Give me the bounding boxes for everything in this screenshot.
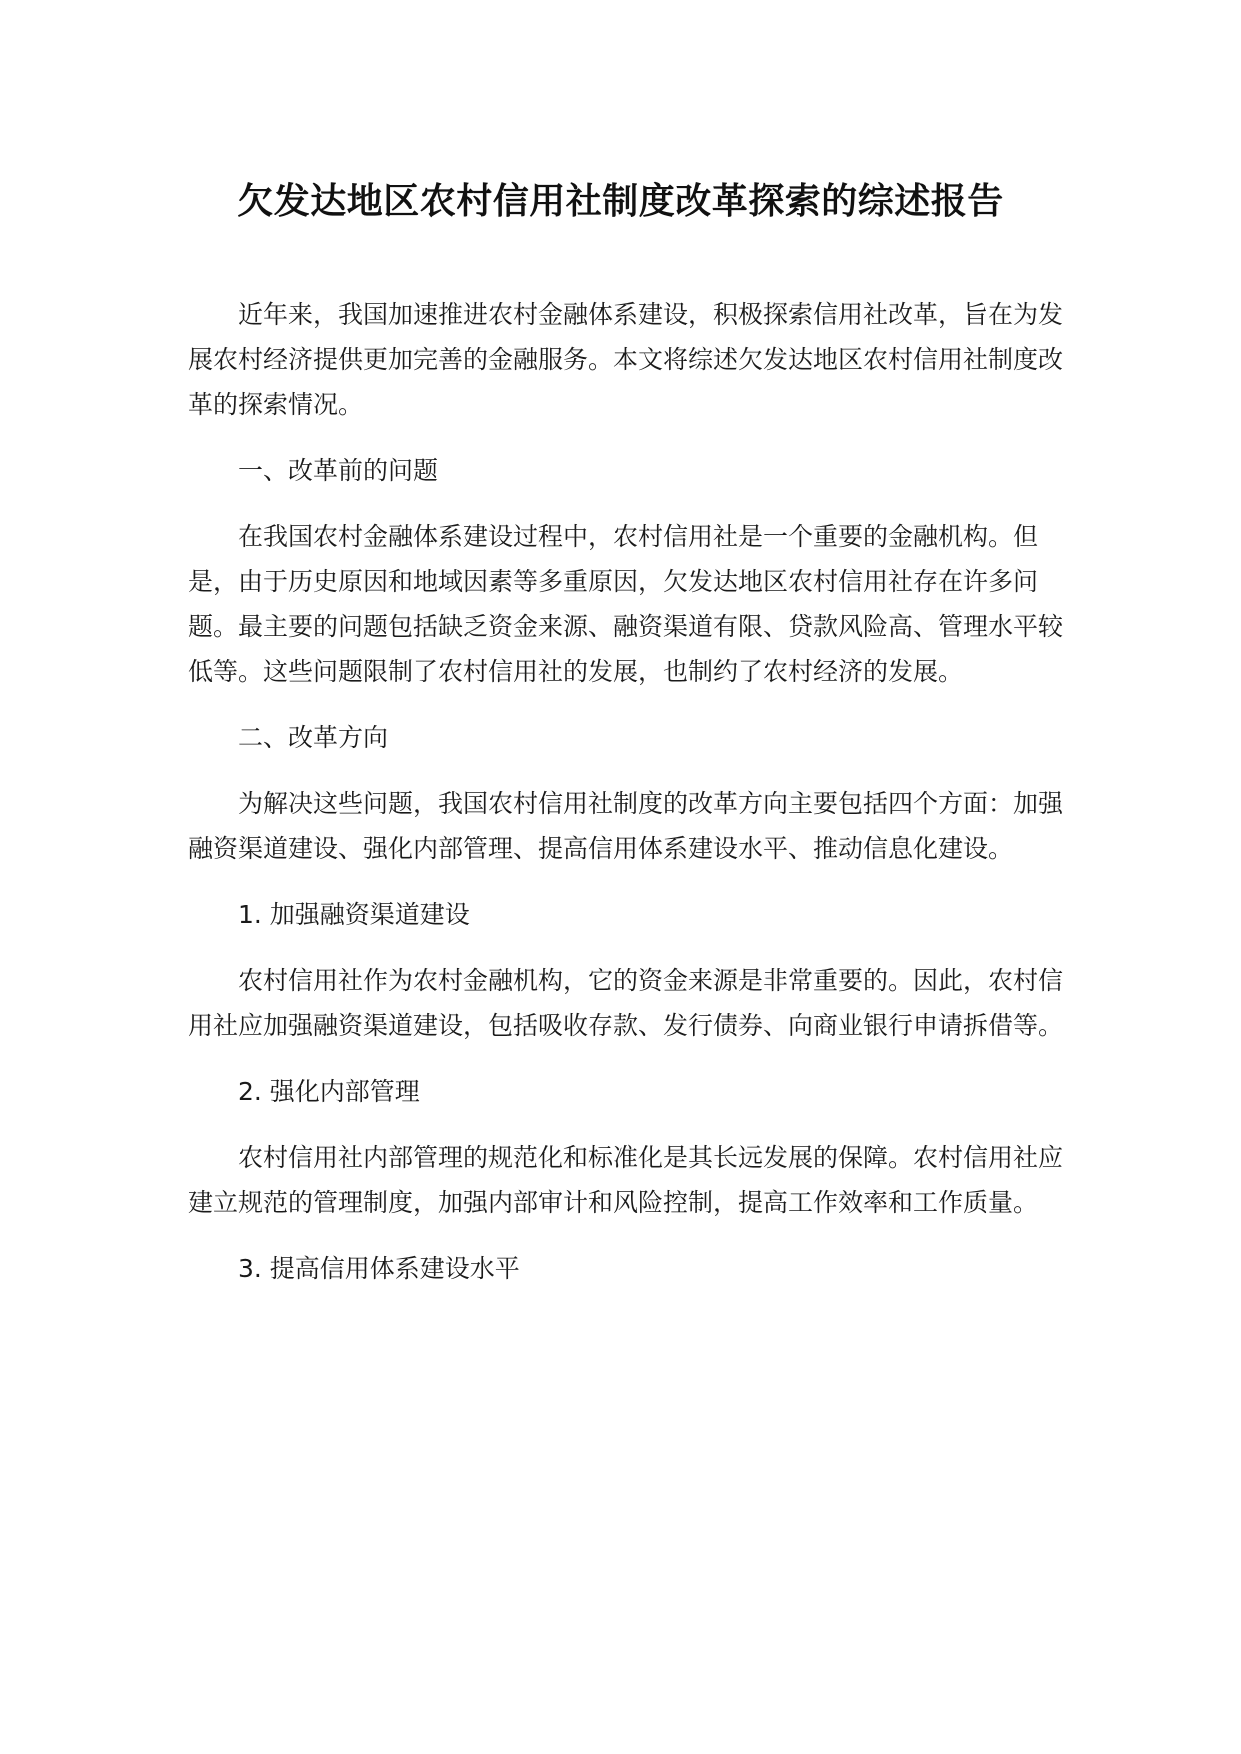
item1-heading: 1. 加强融资渠道建设 <box>238 900 470 929</box>
item1-paragraph: 农村信用社作为农村金融机构，它的资金来源是非常重要的。因此，农村信用社应加强融资渠道建设，包括吸收存款、发行债券、向商业银行申请拆借等。 <box>188 966 1064 1040</box>
section2-heading: 二、改革方向 <box>238 723 389 752</box>
section1-paragraph: 在我国农村金融体系建设过程中，农村信用社是一个重要的金融机构。但是，由于历史原因和地域因素等多重原因，欠发达地区农村信用社存在许多问题。最主要的问题包括缺乏资金来源、融资渠道有限、贷款风险高、管理水平较低等。这些问题限制了农村信用社的发展，也制约了农村经济的发展。 <box>188 522 1064 686</box>
document-body <box>188 292 1068 1312</box>
section1-heading: 一、改革前的问题 <box>238 456 439 485</box>
document-title: 欠发达地区农村信用社制度改革探索的综述报告 <box>237 181 1004 222</box>
item2-heading: 2. 强化内部管理 <box>238 1077 420 1106</box>
item3-heading: 3. 提高信用体系建设水平 <box>238 1254 520 1283</box>
item2-paragraph: 农村信用社内部管理的规范化和标准化是其长远发展的保障。农村信用社应建立规范的管理制度，加强内部审计和风险控制，提高工作效率和工作质量。 <box>188 1143 1064 1217</box>
section2-paragraph: 为解决这些问题，我国农村信用社制度的改革方向主要包括四个方面：加强融资渠道建设、强化内部管理、提高信用体系建设水平、推动信息化建设。 <box>188 789 1064 863</box>
intro-paragraph: 近年来，我国加速推进农村金融体系建设，积极探索信用社改革，旨在为发展农村经济提供更加完善的金融服务。本文将综述欠发达地区农村信用社制度改革的探索情况。 <box>188 300 1064 419</box>
